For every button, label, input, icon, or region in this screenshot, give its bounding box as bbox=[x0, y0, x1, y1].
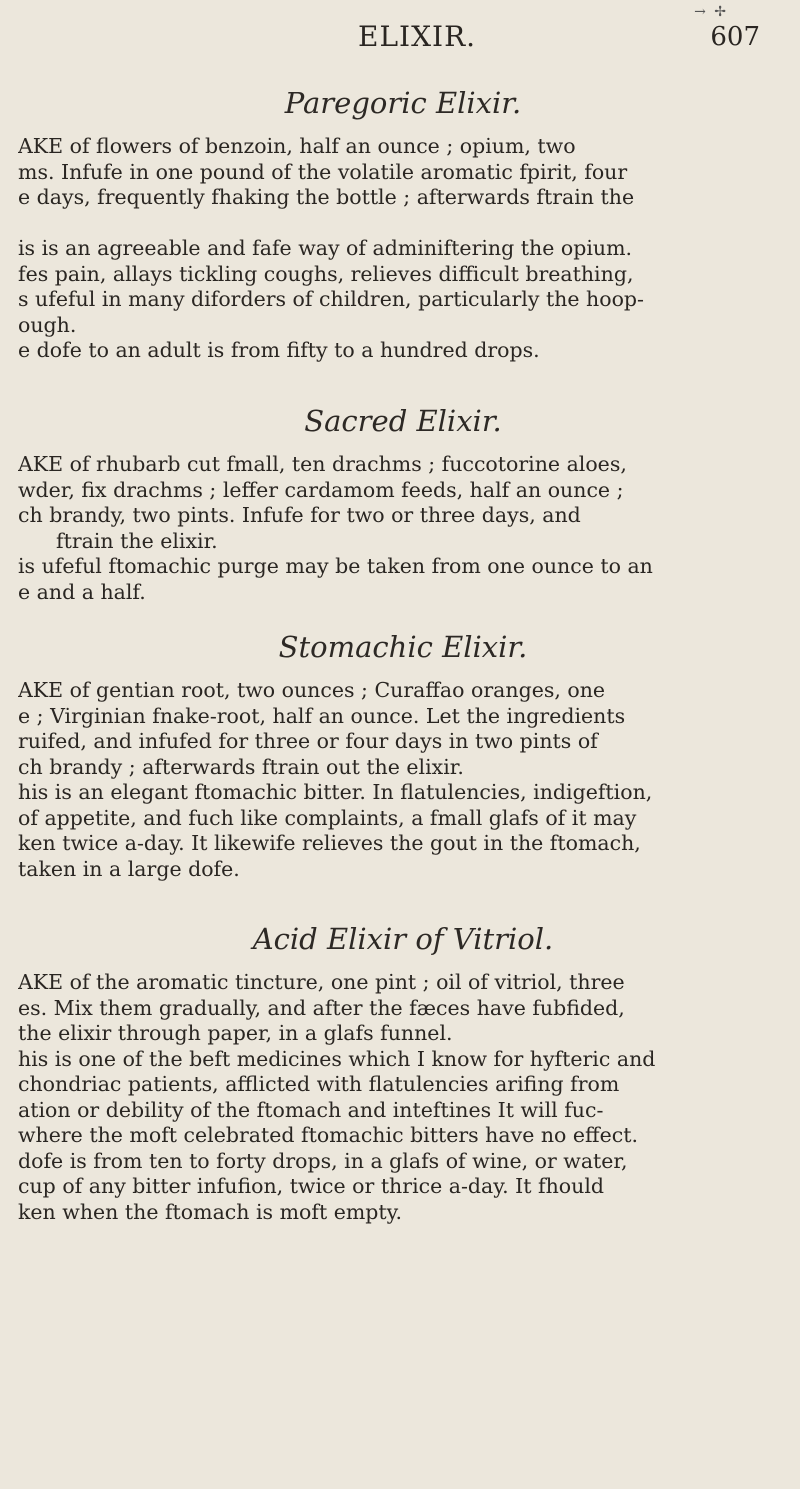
text-line: ough. bbox=[18, 312, 77, 337]
text-line bbox=[18, 211, 788, 237]
text-line: ken twice a-day. It likewife relieves the gout in the ftomach, bbox=[18, 831, 641, 855]
text-line: ftrain the elixir. bbox=[56, 528, 218, 553]
printer-marks: → ✢ bbox=[694, 4, 728, 20]
section-heading: Stomachic Elixir. bbox=[278, 630, 528, 664]
text-line: fes pain, allays tickling coughs, relieves difficult breathing, bbox=[18, 261, 634, 286]
section-paregoric-elixir bbox=[18, 86, 788, 364]
text-line: e ; Virginian fnake-root, half an ounce. Let the ingredients bbox=[18, 703, 626, 728]
text-line: ation or debility of the ftomach and inteftines It will fuc- bbox=[18, 1097, 604, 1122]
text-line: AKE of gentian root, two ounces ; Curaffao oranges, one bbox=[18, 678, 606, 702]
section-heading: Sacred Elixir. bbox=[304, 404, 502, 438]
text-line: ms. Infufe in one pound of the volatile aromatic fpirit, four bbox=[18, 159, 628, 184]
text-line: his is one of the beft medicines which I know for hyfteric and bbox=[18, 1046, 656, 1071]
text-line: s ufeful in many diforders of children, particularly the hoop- bbox=[18, 287, 644, 311]
text-line: es. Mix them gradually, and after the fæces have fubfided, bbox=[18, 995, 625, 1020]
text-line: AKE of the aromatic tincture, one pint ; oil of vitriol, three bbox=[18, 970, 625, 994]
text-line: his is an elegant ftomachic bitter. In flatulencies, indigeftion, bbox=[18, 780, 653, 804]
section-stomachic-elixir bbox=[18, 630, 788, 882]
text-line: is ufeful ftomachic purge may be taken from one ounce to an bbox=[18, 554, 653, 578]
section-heading: Paregoric Elixir. bbox=[284, 86, 522, 120]
text-line: AKE of flowers of benzoin, half an ounce ; opium, two bbox=[18, 134, 576, 158]
text-line: cup of any bitter infufion, twice or thrice a-day. It fhould bbox=[18, 1174, 605, 1198]
text-line: ch brandy, two pints. Infufe for two or three days, and bbox=[18, 503, 581, 527]
page-number: 607 bbox=[710, 22, 760, 52]
text-line: ruifed, and infufed for three or four days in two pints of bbox=[18, 729, 598, 753]
section-sacred-elixir bbox=[18, 404, 788, 605]
text-line: AKE of rhubarb cut fmall, ten drachms ; fuccotorine aloes, bbox=[18, 452, 627, 476]
text-line: is is an agreeable and fafe way of adminiftering the opium. bbox=[18, 236, 633, 260]
text-line: e and a half. bbox=[18, 579, 146, 604]
text-line: wder, fix drachms ; leffer cardamom feeds, half an ounce ; bbox=[18, 477, 624, 502]
text-line: e days, frequently fhaking the bottle ; afterwards ftrain the bbox=[18, 185, 635, 209]
text-line: dofe is from ten to forty drops, in a glafs of wine, or water, bbox=[18, 1148, 628, 1173]
text-line: ch brandy ; afterwards ftrain out the elixir. bbox=[18, 754, 464, 779]
text-line: ken when the ftomach is moft empty. bbox=[18, 1199, 403, 1224]
text-line: of appetite, and fuch like complaints, a fmall glafs of it may bbox=[18, 805, 637, 830]
text-line: taken in a large dofe. bbox=[18, 856, 240, 881]
page-header bbox=[0, 14, 800, 54]
text-line: where the moft celebrated ftomachic bitters have no effect. bbox=[18, 1123, 638, 1147]
text-line: chondriac patients, afflicted with flatulencies arifing from bbox=[18, 1072, 620, 1096]
section-heading: Acid Elixir of Vitriol. bbox=[252, 922, 554, 956]
running-title: ELIXIR. bbox=[358, 20, 477, 53]
text-line: the elixir through paper, in a glafs funnel. bbox=[18, 1021, 453, 1045]
section-acid-elixir-of-vitriol bbox=[18, 922, 788, 1225]
text-line: e dofe to an adult is from fifty to a hundred drops. bbox=[18, 338, 540, 362]
